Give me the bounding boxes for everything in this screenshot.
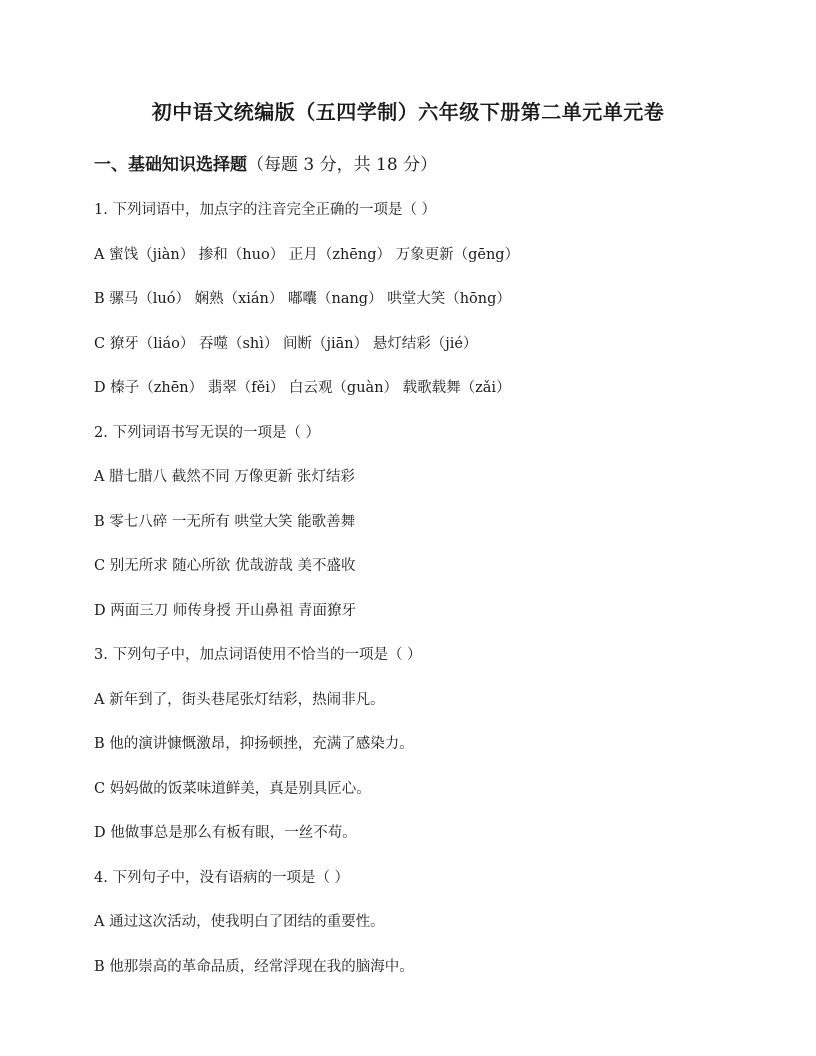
question-stem: 1. 下列词语中，加点字的注音完全正确的一项是（ ） (94, 202, 437, 218)
answer-option: D 两面三刀 师传身授 开山鼻祖 青面獠牙 (94, 602, 357, 619)
answer-option: A 通过这次活动，使我明白了团结的重要性。 (94, 914, 385, 930)
section-heading-note: （每题 3 分，共 18 分） (247, 155, 438, 175)
section-heading-label: 一、基础知识选择题 (94, 155, 247, 175)
section-heading (94, 150, 437, 175)
answer-option: D 榛子（zhēn） 翡翠（fěi） 白云观（guàn） 载歌载舞（zǎi） (94, 380, 511, 396)
answer-option: B 零七八碎 一无所有 哄堂大笑 能歌善舞 (94, 513, 356, 530)
answer-option: B 骡马（luó） 娴熟（xián） 嘟囔（nang） 哄堂大笑（hōng） (94, 291, 511, 307)
answer-option: A 新年到了，街头巷尾张灯结彩，热闹非凡。 (94, 691, 385, 708)
answer-option: C 獠牙（liáo） 吞噬（shì） 间断（jiān） 悬灯结彩（jié） (94, 335, 478, 352)
question-stem: 2. 下列词语书写无误的一项是（ ） (94, 424, 321, 441)
answer-option: B 他那崇高的革命品质，经常浮现在我的脑海中。 (94, 958, 414, 975)
document-title: 初中语文统编版（五四学制）六年级下册第二单元单元卷 (151, 100, 665, 124)
answer-option: C 妈妈做的饭菜味道鲜美，真是别具匠心。 (94, 780, 371, 797)
answer-option: B 他的演讲慷慨激昂，抑扬顿挫，充满了感染力。 (94, 736, 414, 752)
question-stem: 4. 下列句子中，没有语病的一项是（ ） (94, 869, 350, 886)
answer-option: D 他做事总是那么有板有眼，一丝不苟。 (94, 825, 357, 841)
question-stem: 3. 下列句子中，加点词语使用不恰当的一项是（ ） (94, 647, 422, 663)
answer-option: A 腊七腊八 截然不同 万像更新 张灯结彩 (94, 469, 355, 485)
answer-option: A 蜜饯（jiàn） 掺和（huo） 正月（zhēng） 万象更新（gēng） (94, 246, 520, 263)
question-list (94, 198, 774, 999)
answer-option: C 别无所求 随心所欲 优哉游哉 美不盛收 (94, 558, 356, 574)
